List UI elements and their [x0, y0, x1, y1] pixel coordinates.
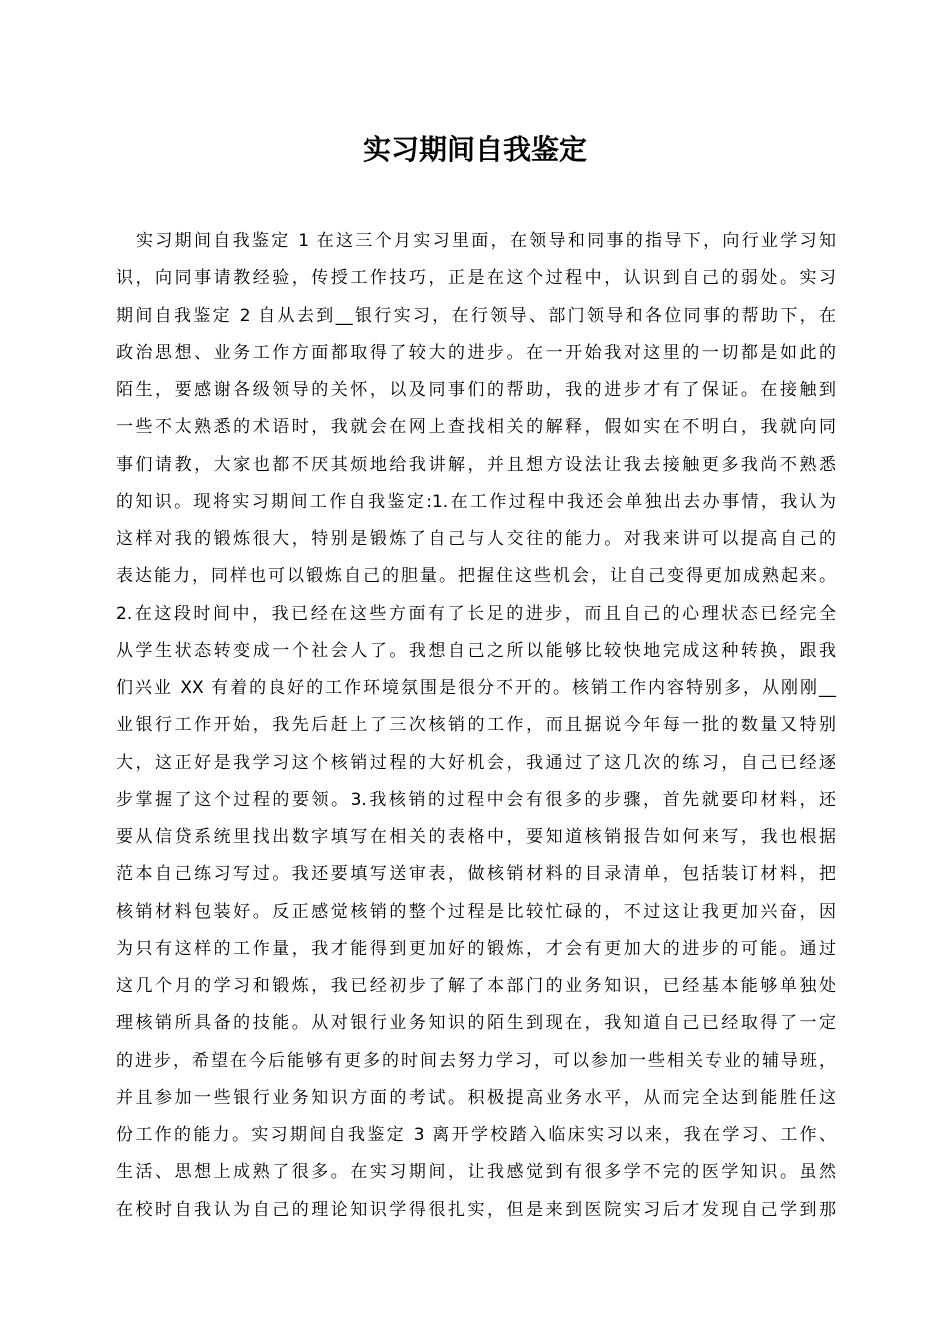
body-line: 这样对我的锻炼很大，特别是锻炼了自己与人交往的能力。对我来讲可以提高自己的	[116, 529, 836, 549]
body-line: 核销材料包装好。反正感觉核销的整个过程是比较忙碌的，不过这让我更加兴奋，因	[116, 901, 836, 922]
body-line: 要从信贷系统里找出数字填写在相关的表格中，要知道核销报告如何来写，我也根据	[116, 827, 836, 847]
body-line: 步掌握了这个过程的要领。3.我核销的过程中会有很多的步骤，首先就要印材料，还	[116, 789, 836, 810]
body-line: 范本自己练习写过。我还要填写送审表，做核销材料的目录清单，包括装订材料，把	[116, 864, 836, 885]
body-line: 业银行工作开始，我先后赶上了三次核销的工作，而且据说今年每一批的数量又特别	[116, 715, 836, 736]
body-line: 的进步，希望在今后能够有更多的时间去努力学习，可以参加一些相关专业的辅导班，	[116, 1050, 836, 1071]
body-line: 2.在这段时间中，我已经在这些方面有了长足的进步，而且自己的心理状态已经完全	[116, 603, 836, 624]
body-line: 份工作的能力。实习期间自我鉴定 3 离开学校踏入临床实习以来，我在学习、工作、	[116, 1125, 836, 1145]
body-line: 的知识。现将实习期间工作自我鉴定:1.在工作过程中我还会单独出去办事情，我认为	[116, 491, 836, 512]
body-line: 表达能力，同样也可以锻炼自己的胆量。把握住这些机会，让自己变得更加成熟起来。	[116, 566, 836, 587]
body-line: 为只有这样的工作量，我才能得到更加好的锻炼，才会有更加大的进步的可能。通过	[116, 938, 836, 959]
body-line: 一些不太熟悉的术语时，我就会在网上查找相关的解释，假如实在不明白，我就向同	[116, 417, 836, 438]
body-line: 这几个月的学习和锻炼，我已经初步了解了本部门的业务知识，已经基本能够单独处	[116, 976, 836, 996]
body-line: 理核销所具备的技能。从对银行业务知识的陌生到现在，我知道自己已经取得了一定	[116, 1013, 836, 1034]
body-line: 识，向同事请教经验，传授工作技巧，正是在这个过程中，认识到自己的弱处。实习	[116, 268, 836, 289]
document-title: 实习期间自我鉴定	[362, 133, 587, 166]
body-line: 政治思想、业务工作方面都取得了较大的进步。在一开始我对这里的一切都是如此的	[116, 342, 836, 363]
body-line: 们兴业 XX 有着的良好的工作环境氛围是很分不开的。核销工作内容特别多，从刚刚__	[116, 678, 836, 698]
body-line: 事们请教，大家也都不厌其烦地给我讲解，并且想方设法让我去接触更多我尚不熟悉	[116, 454, 836, 475]
document-body	[116, 223, 836, 1229]
body-line: 期间自我鉴定 2 自从去到__银行实习，在行领导、部门领导和各位同事的帮助下，在	[116, 305, 836, 326]
body-line: 并且参加一些银行业务知识方面的考试。积极提高业务水平，从而完全达到能胜任这	[116, 1087, 836, 1108]
body-line: 从学生状态转变成一个社会人了。我想自己之所以能够比较快地完成这种转换，跟我	[116, 640, 836, 661]
body-line: 大，这正好是我学习这个核销过程的大好机会，我通过了这几次的练习，自己已经逐	[116, 752, 836, 773]
body-line: 陌生，要感谢各级领导的关怀，以及同事们的帮助，我的进步才有了保证。在接触到	[116, 380, 836, 400]
body-line: 生活、思想上成熟了很多。在实习期间，让我感觉到有很多学不完的医学知识。虽然	[116, 1162, 836, 1183]
body-line: 在校时自我认为自己的理论知识学得很扎实，但是来到医院实习后才发现自己学到那	[116, 1199, 836, 1220]
body-line: 实习期间自我鉴定 1 在这三个月实习里面，在领导和同事的指导下，向行业学习知	[136, 231, 836, 251]
